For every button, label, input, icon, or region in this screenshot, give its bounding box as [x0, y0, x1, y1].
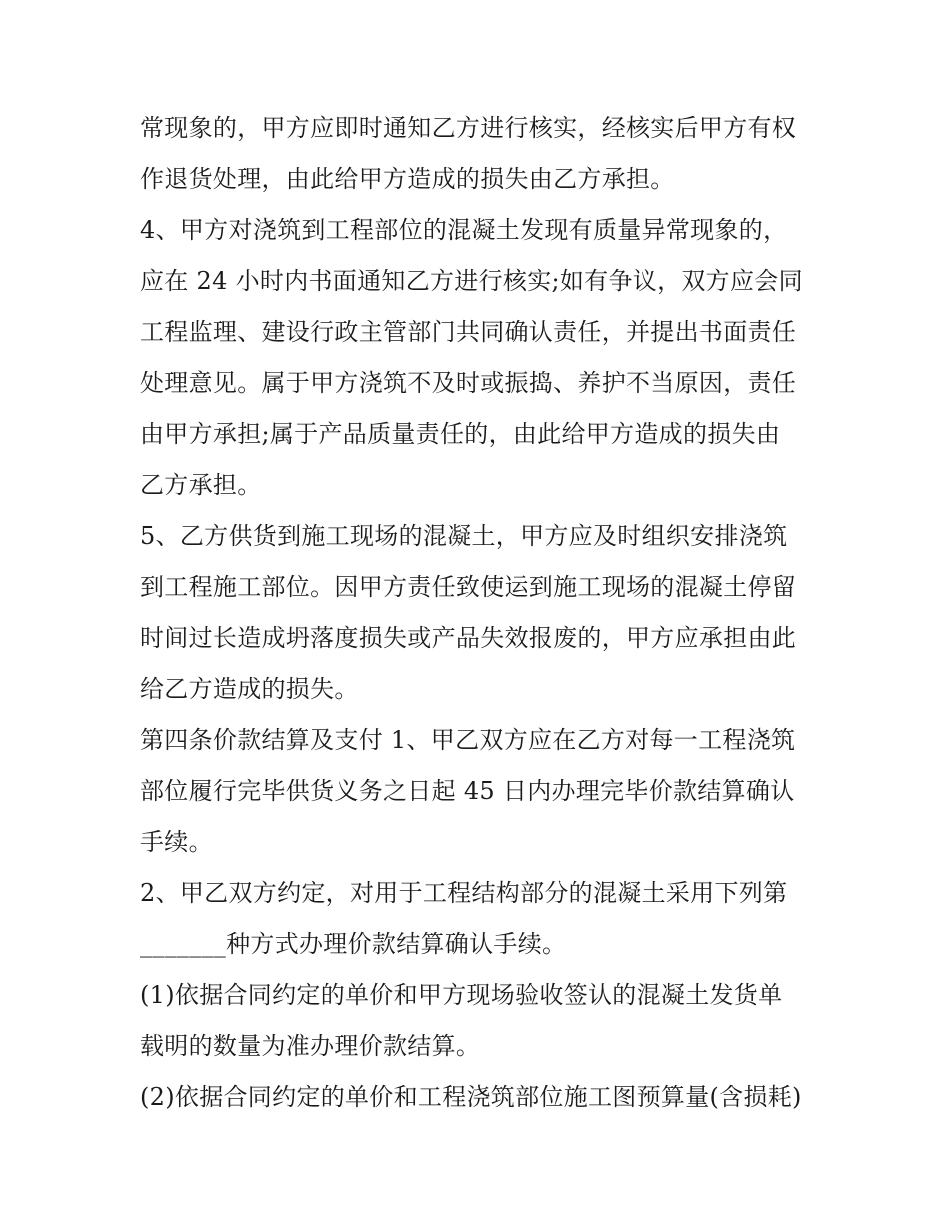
text-line: 作退货处理，由此给甲方造成的损失由乙方承担。	[140, 165, 675, 193]
text-line: (1)依据合同约定的单价和甲方现场验收签认的混凝土发货单	[140, 981, 783, 1009]
text-line: 工程监理、建设行政主管部门共同确认责任，并提出书面责任	[140, 318, 797, 346]
text-line: 应在 24 小时内书面通知乙方进行核实;如有争议，双方应会同	[140, 267, 803, 295]
text-line: 由甲方承担;属于产品质量责任的，由此给甲方造成的损失由	[140, 420, 781, 448]
text-line: 乙方承担。	[140, 471, 262, 499]
text-line: 5、乙方供货到施工现场的混凝土，甲方应及时组织安排浇筑	[140, 522, 788, 550]
text-line: 4、甲方对浇筑到工程部位的混凝土发现有质量异常现象的，	[140, 216, 788, 244]
text-line: 手续。	[140, 828, 213, 856]
text-line: 到工程施工部位。因甲方责任致使运到施工现场的混凝土停留	[140, 573, 797, 601]
text-line: 部位履行完毕供货义务之日起 45 日内办理完毕价款结算确认	[140, 777, 795, 805]
text-line: 第四条价款结算及支付 1、甲乙双方应在乙方对每一工程浇筑	[140, 726, 796, 754]
text-line: (2)依据合同约定的单价和工程浇筑部位施工图预算量(含损耗)	[140, 1083, 802, 1111]
text-line: 2、甲乙双方约定，对用于工程结构部分的混凝土采用下列第	[140, 879, 788, 907]
text-line: 时间过长造成坍落度损失或产品失效报废的，甲方应承担由此	[140, 624, 797, 652]
document-body	[140, 103, 830, 1123]
text-line: 给乙方造成的损失。	[140, 675, 359, 703]
text-line: 常现象的，甲方应即时通知乙方进行核实，经核实后甲方有权	[140, 114, 797, 142]
text-line: _______种方式办理价款结算确认手续。	[140, 930, 567, 958]
text-line: 处理意见。属于甲方浇筑不及时或振捣、养护不当原因，责任	[140, 369, 797, 397]
text-line: 载明的数量为准办理价款结算。	[140, 1032, 481, 1060]
